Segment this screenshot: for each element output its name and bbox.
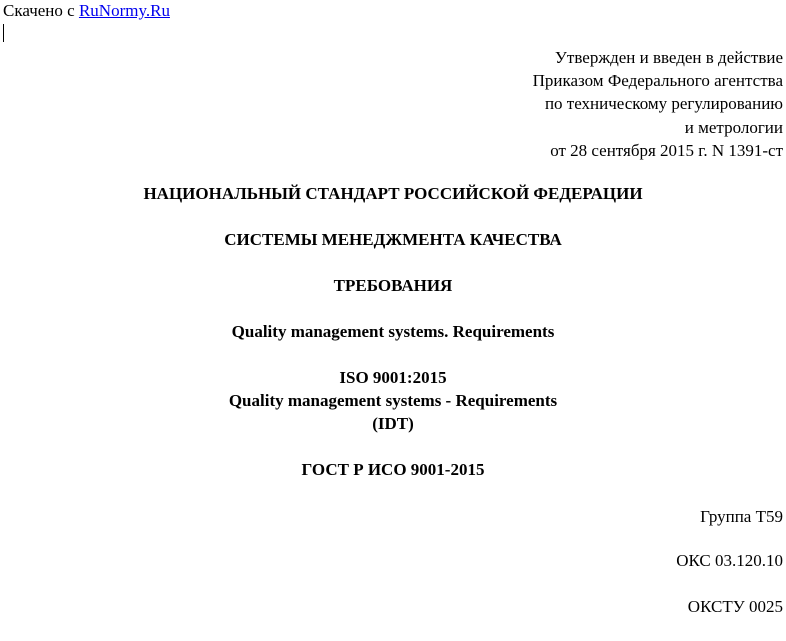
text-cursor [3,24,4,42]
gost-designation: ГОСТ Р ИСО 9001-2015 [301,460,485,479]
approval-line: от 28 сентября 2015 г. N 1391-ст [550,140,783,160]
source-link[interactable]: RuNormy.Ru [78,1,170,20]
iso-title: Quality management systems - Requirements [228,391,558,410]
source-line [3,1,170,21]
okstu-code: ОКСТУ 0025 [687,597,783,616]
approval-line: по техническому регулированию [544,94,783,114]
source-prefix: Скачено с [3,1,79,20]
systems-heading: СИСТЕМЫ МЕНЕДЖМЕНТА КАЧЕСТВА [224,230,562,249]
group-code: Группа Т59 [700,507,783,526]
approval-line: Приказом Федерального агентства [532,71,783,91]
oks-code: ОКС 03.120.10 [676,551,783,570]
approval-line: Утвержден и введен в действие [554,48,783,67]
iso-number: ISO 9001:2015 [339,368,447,387]
approval-block [533,46,783,162]
requirements-heading: ТРЕБОВАНИЯ [333,276,453,295]
idt-label: (IDT) [372,414,414,433]
national-standard-heading: НАЦИОНАЛЬНЫЙ СТАНДАРТ РОССИЙСКОЙ ФЕДЕРАЦИИ [143,184,643,203]
approval-line: и метрологии [684,117,783,137]
english-title: Quality management systems. Requirements [231,322,555,341]
